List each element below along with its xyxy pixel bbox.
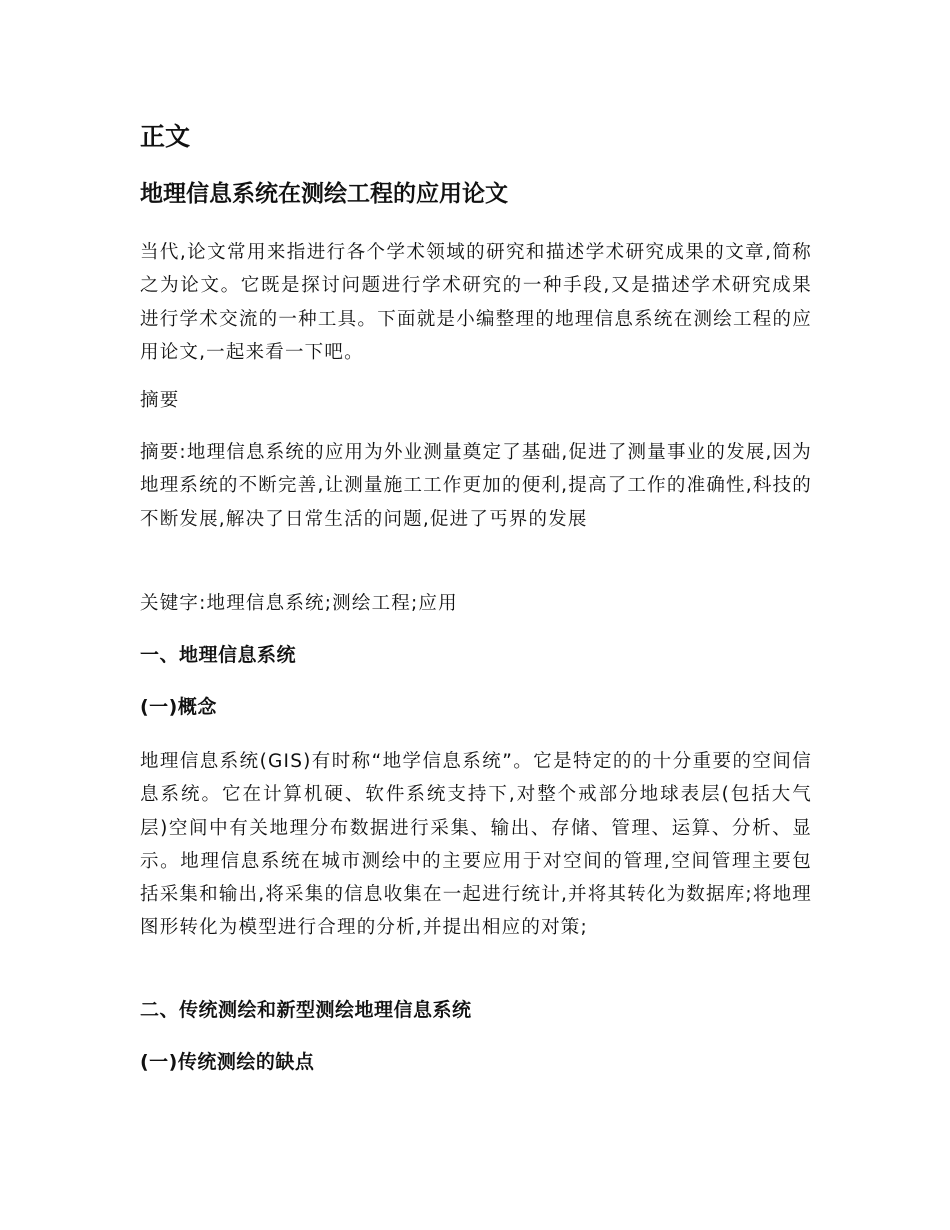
keywords-line: 关键字:地理信息系统;测绘工程;应用 [140, 593, 458, 614]
abstract-label: 摘要 [140, 390, 180, 411]
main-heading: 正文 [140, 122, 191, 151]
abstract-paragraph: 摘要:地理信息系统的应用为外业测量奠定了基础,促进了测量事业的发展,因为地理系统的不断完善,让测量施工工作更加的便利,提高了工作的准确性,科技的不断发展,解决了日常生活的问题,促进了丐界的发展 [140, 442, 812, 530]
section-2-subheading: (一)传统测绘的缺点 [140, 1051, 315, 1073]
section-1-subheading: (一)概念 [140, 696, 217, 718]
gis-concept-paragraph: 地理信息系统(GIS)有时称“地学信息系统”。它是特定的的十分重要的空间信息系统。它在计算机硬、软件系统支持下,对整个戒部分地球表层(包括大气层)空间中有关地理分布数据进行采集、输出、存储、管理、运算、分析、显示。地理信息系统在城市测绘中的主要应用于对空间的管理,空间管理主要包括采集和输出,将采集的信息收集在一起进行统计,并将其转化为数据库;将地理图形转化为模型进行合理的分析,并提出相应的对策; [140, 751, 812, 939]
article-title: 地理信息系统在测绘工程的应用论文 [140, 181, 508, 207]
section-2-heading: 二、传统测绘和新型测绘地理信息系统 [140, 999, 472, 1021]
section-1-heading: 一、地理信息系统 [140, 644, 297, 666]
intro-paragraph: 当代,论文常用来指进行各个学术领域的研究和描述学术研究成果的文章,简称之为论文。它既是探讨问题进行学术研究的一种手段,又是描述学术研究成果进行学术交流的一种工具。下面就是小编整理的地理信息系统在测绘工程的应用论文,一起来看一下吧。 [140, 242, 812, 363]
